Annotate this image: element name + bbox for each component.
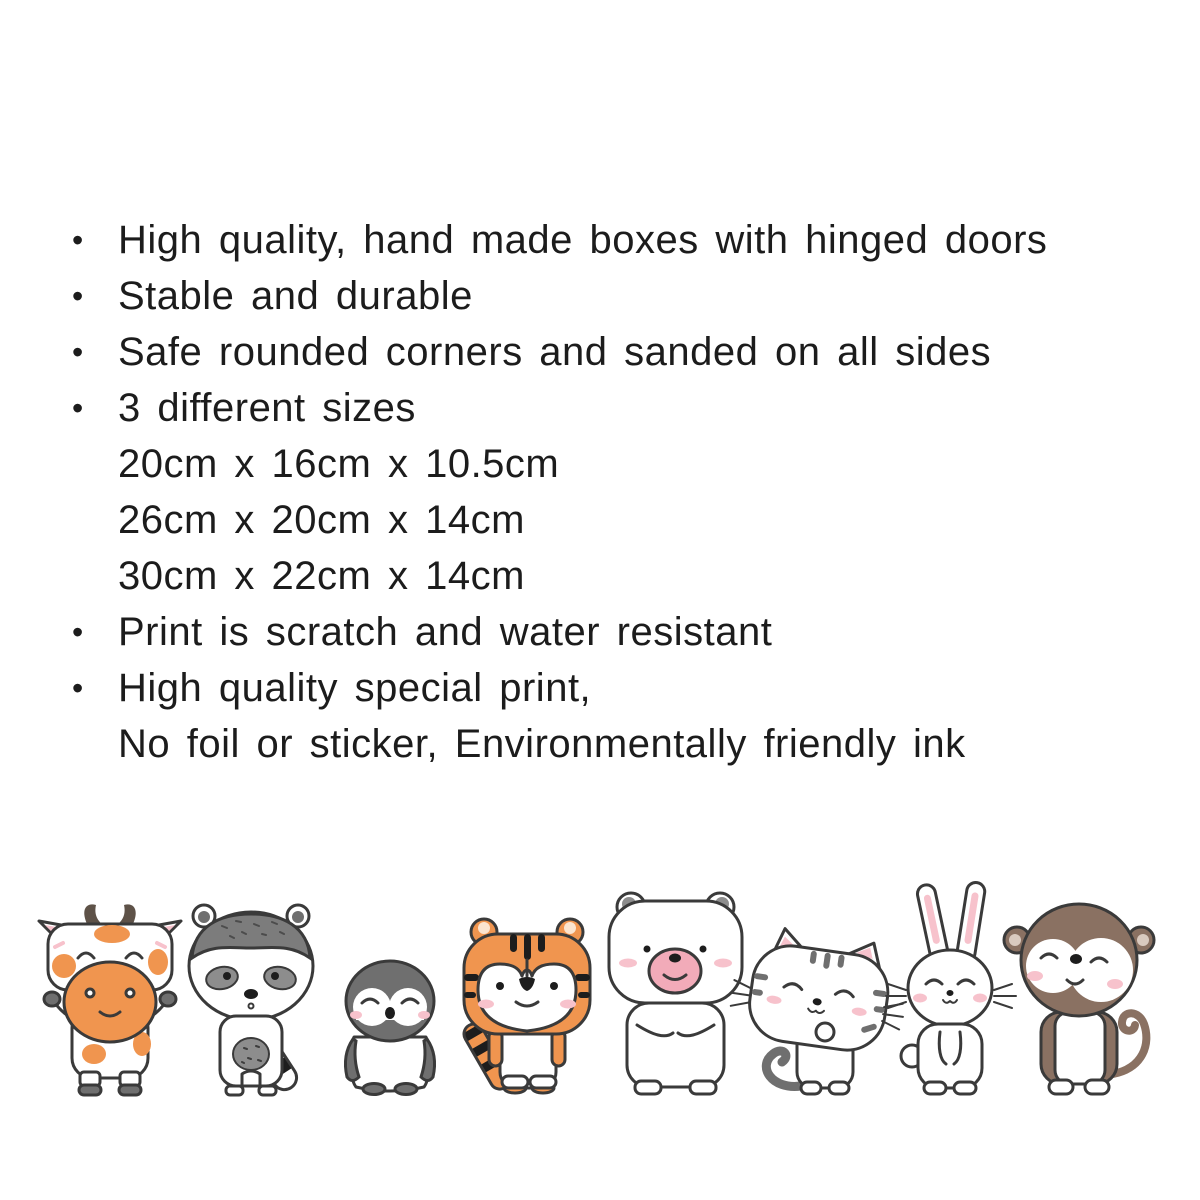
bullet-icon: • [72, 334, 84, 370]
cow-illustration [42, 898, 178, 1095]
size-line [66, 492, 1166, 548]
bullet-icon: • [72, 390, 84, 426]
tiger-icon [456, 918, 598, 1095]
feature-line [66, 660, 1166, 716]
tiger-illustration [456, 918, 598, 1095]
feature-text: No foil or sticker, Environmentally friendly ink [118, 722, 966, 766]
bullet-icon: • [72, 222, 84, 258]
monkey-icon [1001, 892, 1157, 1095]
cat-icon [749, 932, 889, 1095]
feature-line [66, 604, 1166, 660]
feature-line [66, 324, 1166, 380]
monkey-illustration [1001, 892, 1157, 1095]
penguin-illustration [338, 957, 443, 1095]
indent-spacer [66, 548, 118, 604]
cow-icon [42, 898, 178, 1095]
feature-text: Stable and durable [118, 274, 473, 318]
feature-text: Print is scratch and water resistant [118, 610, 773, 654]
indent-spacer [66, 492, 118, 548]
feature-line [66, 268, 1166, 324]
rabbit-illustration [892, 882, 1010, 1095]
feature-text: Safe rounded corners and sanded on all sides [118, 330, 992, 374]
feature-text: High quality special print, [118, 666, 592, 710]
bullet-icon: • [72, 614, 84, 650]
size-text: 26cm x 20cm x 14cm [118, 498, 525, 542]
feature-text: High quality, hand made boxes with hinged doors [118, 218, 1048, 262]
rabbit-icon [892, 882, 1010, 1095]
raccoon-illustration [184, 902, 334, 1095]
raccoon-icon [184, 902, 334, 1095]
continuation-line [66, 716, 1166, 772]
feature-text: 3 different sizes [118, 386, 416, 430]
feature-line [66, 212, 1166, 268]
indent-spacer [66, 436, 118, 492]
penguin-icon [338, 957, 443, 1095]
size-text: 20cm x 16cm x 10.5cm [118, 442, 560, 486]
bullet-icon: • [72, 278, 84, 314]
size-text: 30cm x 22cm x 14cm [118, 554, 525, 598]
size-line [66, 436, 1166, 492]
animal-illustrations [0, 880, 1200, 1095]
size-line [66, 548, 1166, 604]
feature-list [66, 212, 1166, 772]
cat-illustration [749, 932, 889, 1095]
bear-illustration [605, 885, 746, 1095]
bullet-icon: • [72, 670, 84, 706]
bear-icon [605, 885, 746, 1095]
indent-spacer [66, 716, 118, 772]
feature-line [66, 380, 1166, 436]
